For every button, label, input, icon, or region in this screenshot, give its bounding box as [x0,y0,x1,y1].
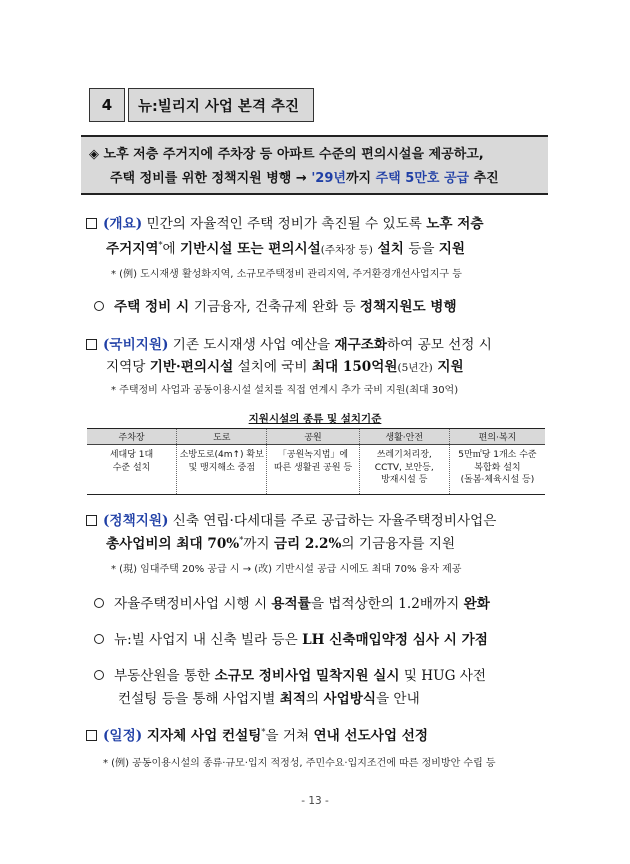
table-header: 생활·안전 [359,429,449,445]
table-header: 공원 [267,429,359,445]
circle-bullet-icon [94,634,104,644]
checkbox-square-icon [86,218,97,229]
policy-line-1: (정책지원) 신축 연립·다세대를 주로 공급하는 자율주택정비사업은 [86,509,496,529]
section-number: 4 [89,88,125,122]
page-number: - 13 - [301,795,329,807]
policy-bullet-3: 부동산원을 통한 소규모 정비사업 밀착지원 실시 및 HUG 사전 [94,664,486,684]
facility-table [87,428,545,495]
policy-bullet-1: 자율주택정비사업 시행 시 용적률을 법적상한의 1.2배까지 완화 [94,592,490,612]
policy-line-2: 총사업비의 최대 70%*까지 금리 2.2%의 기금융자를 지원 [106,535,456,552]
table-cell: 쓰레기처리장, CCTV, 보안등, 방재시설 등 [359,445,449,495]
policy-bullet-3-cont: 컨설팅 등을 통해 사업지별 최적의 사업방식을 안내 [118,691,420,707]
overview-bullet: 주택 정비 시 기금융자, 건축규제 완화 등 정책지원도 병행 [94,295,457,315]
schedule-line-1: (일정) 지자체 사업 컨설팅*을 거쳐 연내 선도사업 선정 [86,724,428,744]
overview-line-1: (개요) 민간의 자율적인 주택 정비가 촉진될 수 있도록 노후 저층 [86,212,483,232]
national-note: * 주택정비 사업과 공동이용시설 설치를 직접 연계시 추가 국비 지원(최대 30억) [111,385,459,396]
summary-marker: ◈ [89,147,99,162]
national-line-2: 지역당 기반·편의시설 설치에 국비 최대 150억원(5년간) 지원 [106,359,464,375]
table-row [87,445,545,495]
circle-bullet-icon [94,598,104,608]
table-header-row [87,429,545,445]
overview-line-2: 주거지역*에 기반시설 또는 편의시설(주차장 등) 설치 등을 지원 [106,240,466,257]
summary-line-1: ◈ 노후 저층 주거지에 주차장 등 아파트 수준의 편의시설을 제공하고, [89,147,484,162]
circle-bullet-icon [94,301,104,311]
table-cell: 5만㎡당 1개소 수준 복합화 설치 (돌봄·체육시설 등) [449,445,545,495]
circle-bullet-icon [94,670,104,680]
table-header: 도로 [177,429,267,445]
summary-line-2: 주택 정비를 위한 정책지원 병행 → '29년까지 주택 5만호 공급 추진 [110,171,499,186]
overview-note: * (例) 도시재생 활성화지역, 소규모주택정비 관리지역, 주거환경개선사업지구 등 [111,269,462,280]
checkbox-square-icon [86,339,97,350]
policy-bullet-2: 뉴:빌 사업지 내 신축 빌라 등은 LH 신축매입약정 심사 시 가점 [94,628,488,648]
table-cell: 소방도로(4m↑) 확보 및 맹지해소 중점 [177,445,267,495]
table-title: 지원시설의 종류 및 설치기준 [248,413,382,425]
national-line-1: (국비지원) 기존 도시재생 사업 예산을 재구조화하여 공모 선정 시 [86,333,492,353]
section-title: 뉴:빌리지 사업 본격 추진 [128,88,314,122]
table-header: 편의·복지 [449,429,545,445]
checkbox-square-icon [86,730,97,741]
table-header: 주차장 [87,429,177,445]
schedule-note: * (例) 공동이용시설의 종류·규모·입지 적정성, 주민수요·입지조건에 따른 정비방안 수립 등 [103,758,496,769]
checkbox-square-icon [86,515,97,526]
policy-note: * (現) 임대주택 20% 공급 시 → (改) 기반시설 공급 시에도 최대 70% 융자 제공 [111,564,462,575]
table-cell: 세대당 1대 수준 설치 [87,445,177,495]
summary-box [81,135,548,195]
table-cell: 「공원녹지법」에 따른 생활권 공원 등 [267,445,359,495]
